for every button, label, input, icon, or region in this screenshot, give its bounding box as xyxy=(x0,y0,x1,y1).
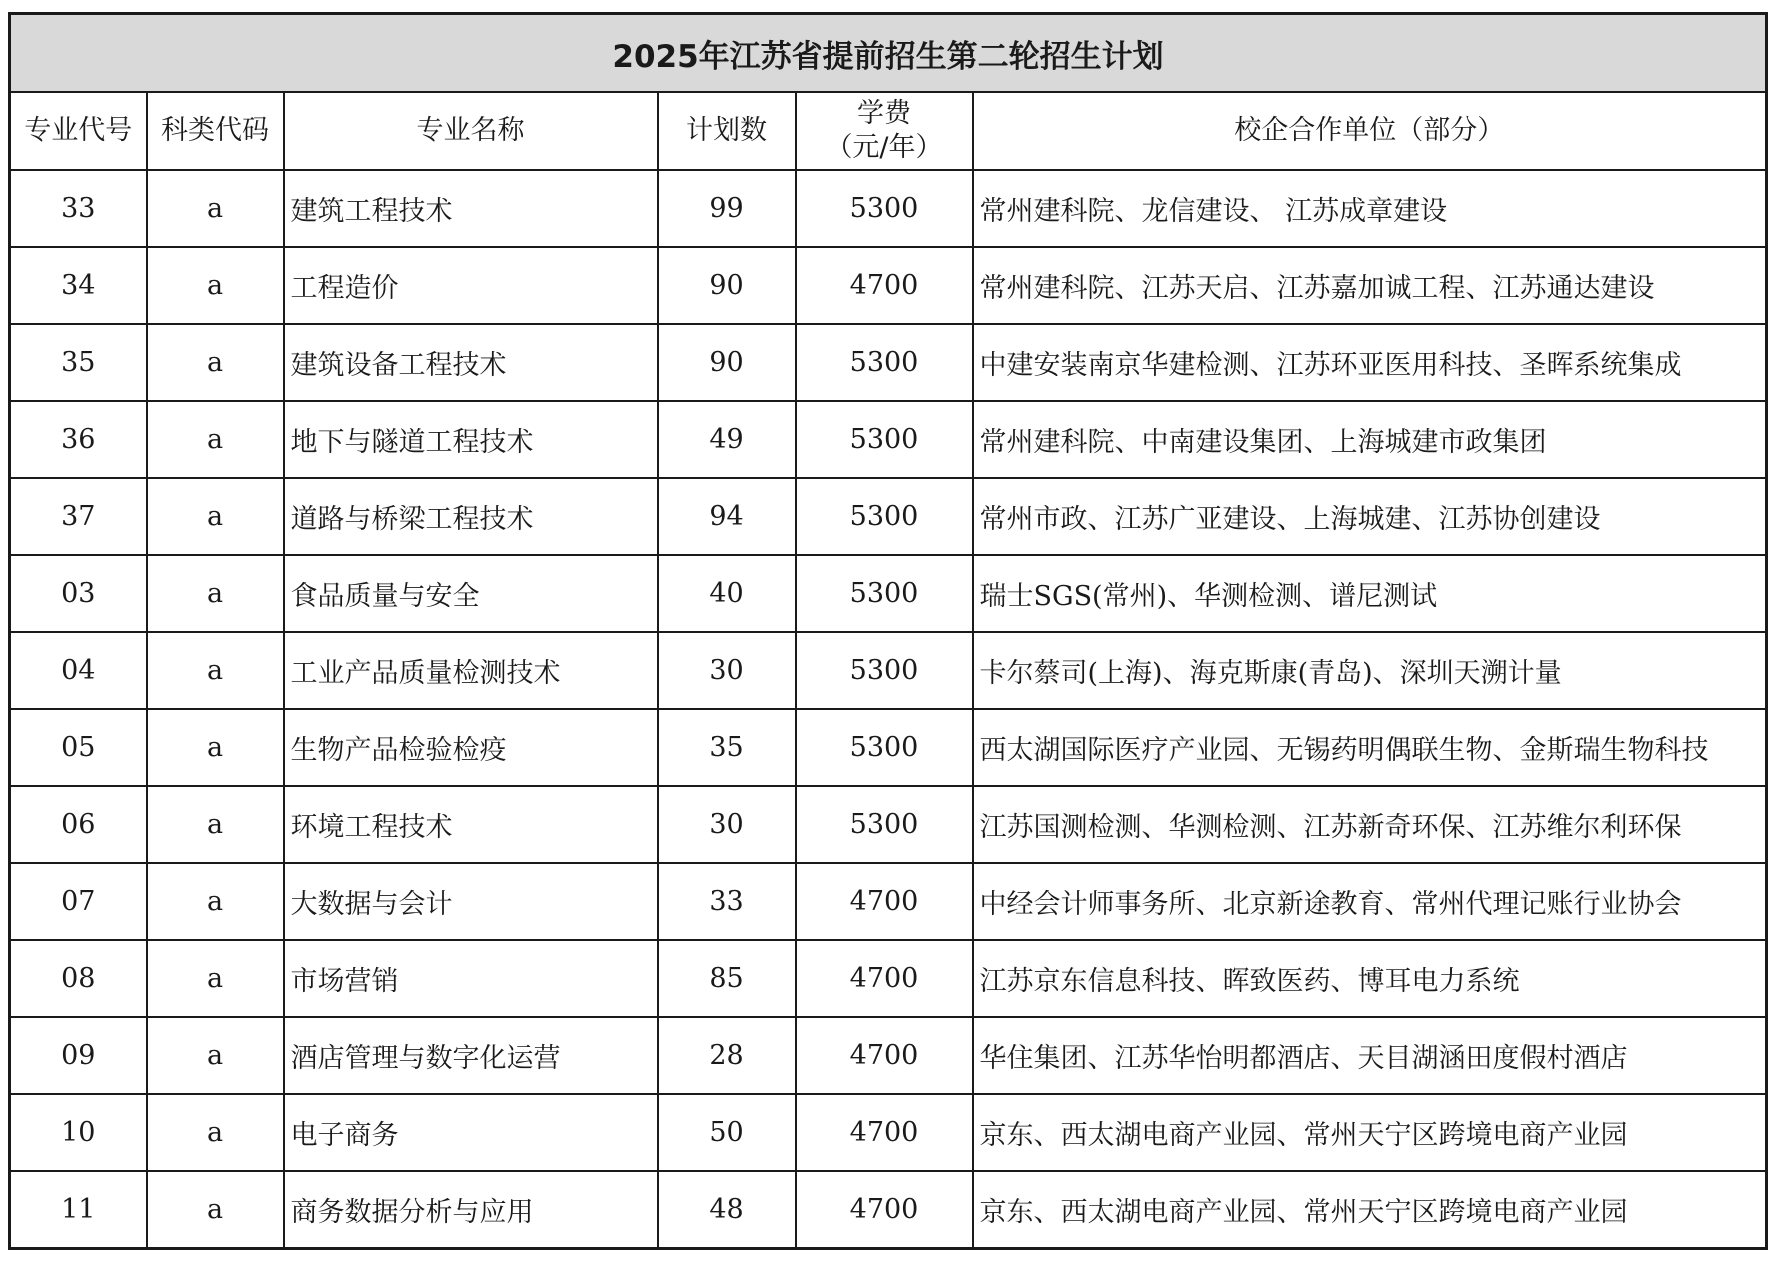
cell-plan: 40 xyxy=(658,555,796,632)
cell-code: 06 xyxy=(10,786,147,863)
header-code: 专业代号 xyxy=(10,92,147,170)
cell-major: 食品质量与安全 xyxy=(284,555,658,632)
cell-code: 11 xyxy=(10,1171,147,1249)
cell-plan: 35 xyxy=(658,709,796,786)
cell-partners: 华住集团、江苏华怡明都酒店、天目湖涵田度假村酒店 xyxy=(973,1017,1767,1094)
header-row xyxy=(10,92,1767,170)
cell-category: a xyxy=(147,863,284,940)
cell-category: a xyxy=(147,247,284,324)
cell-major: 电子商务 xyxy=(284,1094,658,1171)
cell-fee: 4700 xyxy=(796,1017,973,1094)
cell-fee: 5300 xyxy=(796,324,973,401)
cell-category: a xyxy=(147,401,284,478)
cell-plan: 30 xyxy=(658,786,796,863)
cell-category: a xyxy=(147,324,284,401)
cell-plan: 90 xyxy=(658,324,796,401)
cell-fee: 5300 xyxy=(796,632,973,709)
cell-fee: 5300 xyxy=(796,478,973,555)
cell-partners: 常州建科院、龙信建设、 江苏成章建设 xyxy=(973,170,1767,247)
header-major: 专业名称 xyxy=(284,92,658,170)
cell-partners: 常州建科院、江苏天启、江苏嘉加诚工程、江苏通达建设 xyxy=(973,247,1767,324)
cell-plan: 90 xyxy=(658,247,796,324)
cell-major: 商务数据分析与应用 xyxy=(284,1171,658,1249)
cell-partners: 常州市政、江苏广亚建设、上海城建、江苏协创建设 xyxy=(973,478,1767,555)
table-row xyxy=(10,786,1767,863)
table-row xyxy=(10,940,1767,1017)
table-row xyxy=(10,632,1767,709)
cell-plan: 33 xyxy=(658,863,796,940)
cell-major: 建筑设备工程技术 xyxy=(284,324,658,401)
cell-code: 07 xyxy=(10,863,147,940)
cell-category: a xyxy=(147,1017,284,1094)
cell-partners: 中建安装南京华建检测、江苏环亚医用科技、圣晖系统集成 xyxy=(973,324,1767,401)
cell-fee: 4700 xyxy=(796,863,973,940)
cell-major: 工程造价 xyxy=(284,247,658,324)
cell-category: a xyxy=(147,940,284,1017)
header-fee xyxy=(796,92,973,170)
cell-partners: 常州建科院、中南建设集团、上海城建市政集团 xyxy=(973,401,1767,478)
table-row xyxy=(10,863,1767,940)
cell-partners: 江苏国测检测、华测检测、江苏新奇环保、江苏维尔利环保 xyxy=(973,786,1767,863)
cell-category: a xyxy=(147,709,284,786)
cell-plan: 94 xyxy=(658,478,796,555)
cell-plan: 30 xyxy=(658,632,796,709)
cell-fee: 5300 xyxy=(796,555,973,632)
cell-major: 酒店管理与数字化运营 xyxy=(284,1017,658,1094)
cell-partners: 西太湖国际医疗产业园、无锡药明偶联生物、金斯瑞生物科技 xyxy=(973,709,1767,786)
cell-partners: 卡尔蔡司(上海)、海克斯康(青岛)、深圳天溯计量 xyxy=(973,632,1767,709)
header-category: 科类代码 xyxy=(147,92,284,170)
admission-plan-table xyxy=(8,12,1768,1250)
cell-code: 34 xyxy=(10,247,147,324)
cell-code: 04 xyxy=(10,632,147,709)
header-fee-line1: 学费 xyxy=(857,98,911,129)
table-row xyxy=(10,709,1767,786)
cell-partners: 中经会计师事务所、北京新途教育、常州代理记账行业协会 xyxy=(973,863,1767,940)
cell-code: 03 xyxy=(10,555,147,632)
cell-partners: 京东、西太湖电商产业园、常州天宁区跨境电商产业园 xyxy=(973,1094,1767,1171)
cell-category: a xyxy=(147,1171,284,1249)
cell-code: 05 xyxy=(10,709,147,786)
cell-partners: 瑞士SGS(常州)、华测检测、谱尼测试 xyxy=(973,555,1767,632)
table-row xyxy=(10,401,1767,478)
cell-major: 大数据与会计 xyxy=(284,863,658,940)
cell-plan: 50 xyxy=(658,1094,796,1171)
cell-major: 工业产品质量检测技术 xyxy=(284,632,658,709)
cell-code: 37 xyxy=(10,478,147,555)
cell-category: a xyxy=(147,555,284,632)
cell-category: a xyxy=(147,478,284,555)
cell-major: 市场营销 xyxy=(284,940,658,1017)
cell-major: 道路与桥梁工程技术 xyxy=(284,478,658,555)
cell-fee: 5300 xyxy=(796,786,973,863)
table-row xyxy=(10,1017,1767,1094)
cell-partners: 京东、西太湖电商产业园、常州天宁区跨境电商产业园 xyxy=(973,1171,1767,1249)
cell-major: 生物产品检验检疫 xyxy=(284,709,658,786)
header-partners: 校企合作单位（部分） xyxy=(973,92,1767,170)
cell-code: 08 xyxy=(10,940,147,1017)
cell-major: 建筑工程技术 xyxy=(284,170,658,247)
cell-fee: 5300 xyxy=(796,709,973,786)
table-title: 2025年江苏省提前招生第二轮招生计划 xyxy=(10,14,1767,93)
cell-code: 33 xyxy=(10,170,147,247)
cell-plan: 99 xyxy=(658,170,796,247)
cell-code: 35 xyxy=(10,324,147,401)
header-plan: 计划数 xyxy=(658,92,796,170)
cell-code: 10 xyxy=(10,1094,147,1171)
cell-category: a xyxy=(147,632,284,709)
cell-fee: 4700 xyxy=(796,940,973,1017)
cell-fee: 4700 xyxy=(796,1171,973,1249)
cell-major: 地下与隧道工程技术 xyxy=(284,401,658,478)
cell-fee: 4700 xyxy=(796,247,973,324)
cell-plan: 48 xyxy=(658,1171,796,1249)
table-row xyxy=(10,478,1767,555)
cell-major: 环境工程技术 xyxy=(284,786,658,863)
cell-code: 09 xyxy=(10,1017,147,1094)
cell-category: a xyxy=(147,170,284,247)
header-fee-line2: （元/年） xyxy=(825,132,943,163)
cell-category: a xyxy=(147,786,284,863)
cell-category: a xyxy=(147,1094,284,1171)
cell-plan: 85 xyxy=(658,940,796,1017)
table-row xyxy=(10,324,1767,401)
cell-partners: 江苏京东信息科技、晖致医药、博耳电力系统 xyxy=(973,940,1767,1017)
cell-fee: 5300 xyxy=(796,170,973,247)
table-row xyxy=(10,555,1767,632)
cell-fee: 4700 xyxy=(796,1094,973,1171)
table-row xyxy=(10,1094,1767,1171)
table-row xyxy=(10,247,1767,324)
table-row xyxy=(10,1171,1767,1249)
table-row xyxy=(10,170,1767,247)
cell-fee: 5300 xyxy=(796,401,973,478)
cell-plan: 49 xyxy=(658,401,796,478)
cell-plan: 28 xyxy=(658,1017,796,1094)
cell-code: 36 xyxy=(10,401,147,478)
